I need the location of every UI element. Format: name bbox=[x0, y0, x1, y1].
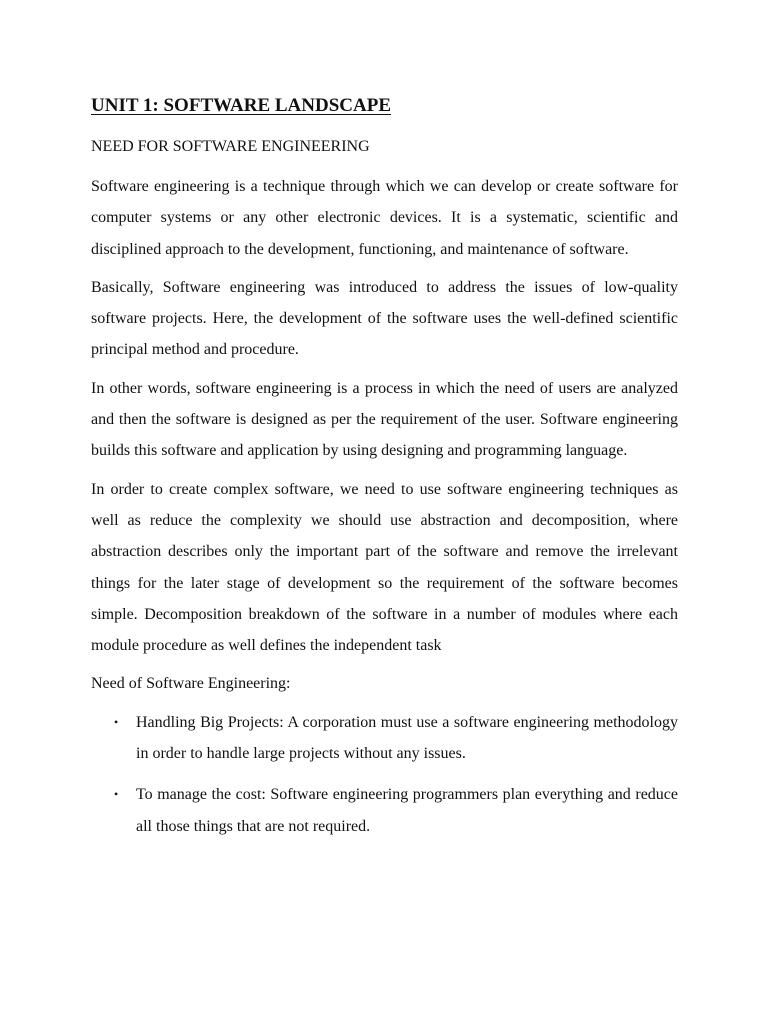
document-page bbox=[91, 92, 678, 852]
paragraph: In other words, software engineering is a process in which the need of users are analyzed and then the software is designed as per the requirement of the user. Software engineering builds this software and application by using designing and programming language. bbox=[91, 379, 678, 460]
need-heading: Need of Software Engineering: bbox=[91, 675, 291, 693]
document-title: UNIT 1: SOFTWARE LANDSCAPE bbox=[91, 95, 392, 116]
bullet-list bbox=[91, 707, 678, 842]
bullet-item bbox=[91, 779, 678, 842]
bullet-icon: • bbox=[114, 714, 119, 729]
paragraph: Software engineering is a technique through which we can develop or create software for computer systems or any other electronic devices. It is a systematic, scientific and disciplined approach to the development, functioning, and maintenance of software. bbox=[91, 178, 678, 258]
paragraph: In order to create complex software, we need to use software engineering techniques as well as reduce the complexity we should use abstraction and decomposition, where abstraction describes only the important part of the software and remove the irrelevant things for the later stage of development so the requirement of the software becomes simple. Decomposition breakdown of the software in a number of modules where each module procedure as well defines the independent task bbox=[91, 480, 678, 655]
section-subtitle: NEED FOR SOFTWARE ENGINEERING bbox=[91, 138, 370, 155]
bullet-item bbox=[91, 707, 678, 770]
bullet-text: Handling Big Projects: A corporation must use a software engineering methodology in order to handle large projects without any issues. bbox=[136, 713, 678, 763]
bullet-text: To manage the cost: Software engineering programmers plan everything and reduce all those things that are not required. bbox=[136, 786, 678, 835]
paragraph: Basically, Software engineering was introduced to address the issues of low-quality software projects. Here, the development of the software uses the well-defined scientific principal method and procedure. bbox=[91, 278, 678, 359]
bullet-icon: • bbox=[114, 787, 119, 802]
